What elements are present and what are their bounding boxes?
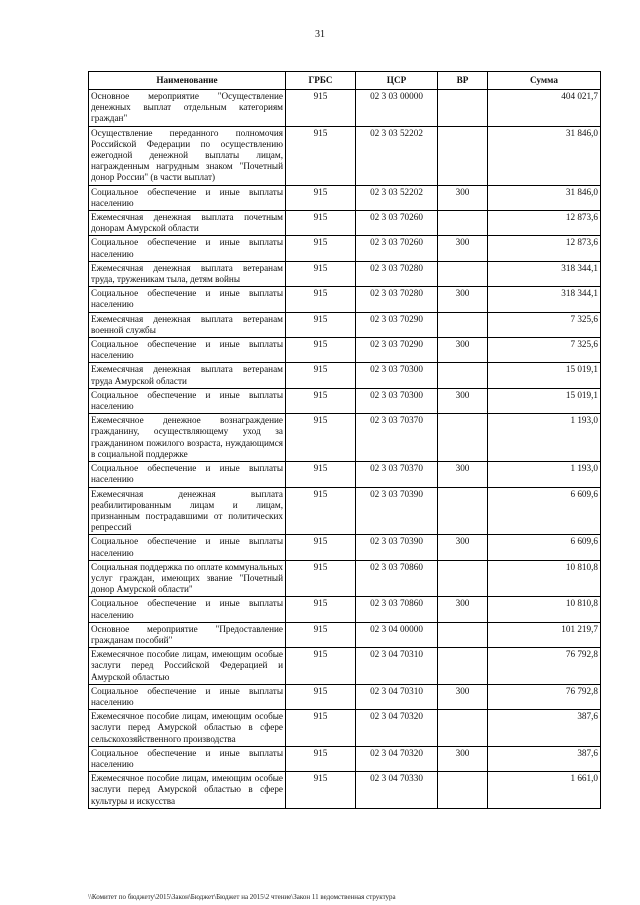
table-row bbox=[89, 487, 601, 535]
cell-grbs: 915 bbox=[286, 535, 356, 560]
cell-csr: 02 3 04 70310 bbox=[356, 648, 438, 685]
table-row bbox=[89, 287, 601, 312]
cell-vr bbox=[438, 622, 488, 647]
cell-vr: 300 bbox=[438, 535, 488, 560]
table-row bbox=[89, 211, 601, 236]
cell-grbs: 915 bbox=[286, 710, 356, 747]
cell-csr: 02 3 03 70290 bbox=[356, 312, 438, 337]
cell-grbs: 915 bbox=[286, 261, 356, 286]
table-row bbox=[89, 462, 601, 487]
cell-csr: 02 3 03 70280 bbox=[356, 287, 438, 312]
cell-vr bbox=[438, 126, 488, 185]
cell-vr: 300 bbox=[438, 287, 488, 312]
cell-name: Ежемесячная денежная выплата реабилитированным лицам и лицам, признанным пострадавшими от политических репрессий bbox=[89, 487, 286, 535]
cell-vr: 300 bbox=[438, 185, 488, 210]
cell-grbs: 915 bbox=[286, 648, 356, 685]
header-vr: ВР bbox=[438, 72, 488, 90]
cell-vr bbox=[438, 648, 488, 685]
cell-grbs: 915 bbox=[286, 462, 356, 487]
cell-vr: 300 bbox=[438, 597, 488, 622]
table-row bbox=[89, 684, 601, 709]
cell-vr: 300 bbox=[438, 746, 488, 771]
cell-grbs: 915 bbox=[286, 211, 356, 236]
cell-name: Ежемесячное пособие лицам, имеющим особые заслуги перед Амурской областью в сфере сельскохозяйственного производства bbox=[89, 710, 286, 747]
cell-sum: 10 810,8 bbox=[488, 597, 601, 622]
cell-name: Ежемесячное пособие лицам, имеющим особые заслуги перед Российской Федерацией и Амурской областью bbox=[89, 648, 286, 685]
cell-sum: 387,6 bbox=[488, 746, 601, 771]
cell-csr: 02 3 03 70370 bbox=[356, 414, 438, 462]
table-row bbox=[89, 126, 601, 185]
table-row bbox=[89, 312, 601, 337]
cell-name: Ежемесячная денежная выплата ветеранам труда, труженикам тыла, детям войны bbox=[89, 261, 286, 286]
table-row bbox=[89, 560, 601, 597]
cell-name: Социальное обеспечение и иные выплаты населению bbox=[89, 535, 286, 560]
cell-grbs: 915 bbox=[286, 363, 356, 388]
cell-name: Социальная поддержка по оплате коммунальных услуг граждан, имеющих звание "Почетный донор Амурской области" bbox=[89, 560, 286, 597]
cell-grbs: 915 bbox=[286, 388, 356, 413]
cell-csr: 02 3 04 00000 bbox=[356, 622, 438, 647]
cell-grbs: 915 bbox=[286, 185, 356, 210]
cell-sum: 7 325,6 bbox=[488, 312, 601, 337]
cell-csr: 02 3 03 70390 bbox=[356, 487, 438, 535]
cell-grbs: 915 bbox=[286, 126, 356, 185]
cell-csr: 02 3 04 70320 bbox=[356, 746, 438, 771]
table-row bbox=[89, 338, 601, 363]
cell-grbs: 915 bbox=[286, 487, 356, 535]
cell-vr bbox=[438, 487, 488, 535]
cell-sum: 101 219,7 bbox=[488, 622, 601, 647]
cell-name: Социальное обеспечение и иные выплаты населению bbox=[89, 684, 286, 709]
cell-sum: 15 019,1 bbox=[488, 363, 601, 388]
cell-name: Социальное обеспечение и иные выплаты населению bbox=[89, 597, 286, 622]
cell-sum: 1 661,0 bbox=[488, 772, 601, 809]
table-row bbox=[89, 648, 601, 685]
table-row bbox=[89, 597, 601, 622]
cell-sum: 15 019,1 bbox=[488, 388, 601, 413]
cell-vr bbox=[438, 414, 488, 462]
cell-name: Основное мероприятие "Предоставление гражданам пособий" bbox=[89, 622, 286, 647]
header-name: Наименование bbox=[89, 72, 286, 90]
cell-grbs: 915 bbox=[286, 414, 356, 462]
cell-vr: 300 bbox=[438, 338, 488, 363]
table-row bbox=[89, 236, 601, 261]
cell-csr: 02 3 03 70300 bbox=[356, 363, 438, 388]
cell-name: Социальное обеспечение и иные выплаты населению bbox=[89, 287, 286, 312]
cell-grbs: 915 bbox=[286, 684, 356, 709]
cell-grbs: 915 bbox=[286, 338, 356, 363]
cell-csr: 02 3 03 52202 bbox=[356, 185, 438, 210]
cell-sum: 31 846,0 bbox=[488, 126, 601, 185]
page-number: 31 bbox=[315, 29, 325, 40]
table-row bbox=[89, 90, 601, 127]
cell-csr: 02 3 03 70260 bbox=[356, 211, 438, 236]
cell-sum: 6 609,6 bbox=[488, 535, 601, 560]
cell-grbs: 915 bbox=[286, 597, 356, 622]
cell-vr bbox=[438, 312, 488, 337]
cell-sum: 76 792,8 bbox=[488, 684, 601, 709]
cell-name: Социальное обеспечение и иные выплаты населению bbox=[89, 338, 286, 363]
cell-sum: 12 873,6 bbox=[488, 211, 601, 236]
cell-sum: 12 873,6 bbox=[488, 236, 601, 261]
cell-sum: 10 810,8 bbox=[488, 560, 601, 597]
cell-vr bbox=[438, 261, 488, 286]
cell-sum: 318 344,1 bbox=[488, 261, 601, 286]
table-row bbox=[89, 414, 601, 462]
cell-csr: 02 3 03 70390 bbox=[356, 535, 438, 560]
cell-name: Социальное обеспечение и иные выплаты населению bbox=[89, 746, 286, 771]
header-grbs: ГРБС bbox=[286, 72, 356, 90]
cell-name: Ежемесячное пособие лицам, имеющим особые заслуги перед Амурской областью в сфере культуры и искусства bbox=[89, 772, 286, 809]
cell-csr: 02 3 04 70310 bbox=[356, 684, 438, 709]
cell-name: Социальное обеспечение и иные выплаты населению bbox=[89, 185, 286, 210]
cell-vr bbox=[438, 772, 488, 809]
cell-sum: 31 846,0 bbox=[488, 185, 601, 210]
cell-csr: 02 3 03 70280 bbox=[356, 261, 438, 286]
cell-csr: 02 3 03 70290 bbox=[356, 338, 438, 363]
cell-vr bbox=[438, 710, 488, 747]
cell-sum: 6 609,6 bbox=[488, 487, 601, 535]
cell-grbs: 915 bbox=[286, 90, 356, 127]
cell-csr: 02 3 03 70860 bbox=[356, 560, 438, 597]
cell-name: Социальное обеспечение и иные выплаты населению bbox=[89, 388, 286, 413]
table-header-row bbox=[89, 72, 601, 90]
cell-name: Социальное обеспечение и иные выплаты населению bbox=[89, 462, 286, 487]
cell-name: Социальное обеспечение и иные выплаты населению bbox=[89, 236, 286, 261]
cell-name: Ежемесячная денежная выплата ветеранам военной службы bbox=[89, 312, 286, 337]
table-row bbox=[89, 535, 601, 560]
cell-vr: 300 bbox=[438, 388, 488, 413]
cell-csr: 02 3 03 70860 bbox=[356, 597, 438, 622]
cell-csr: 02 3 04 70330 bbox=[356, 772, 438, 809]
cell-vr bbox=[438, 211, 488, 236]
cell-name: Основное мероприятие "Осуществление денежных выплат отдельным категориям граждан" bbox=[89, 90, 286, 127]
cell-csr: 02 3 03 00000 bbox=[356, 90, 438, 127]
table-row bbox=[89, 772, 601, 809]
table-row bbox=[89, 185, 601, 210]
cell-name: Ежемесячная денежная выплата ветеранам труда Амурской области bbox=[89, 363, 286, 388]
cell-csr: 02 3 03 70370 bbox=[356, 462, 438, 487]
cell-grbs: 915 bbox=[286, 312, 356, 337]
cell-grbs: 915 bbox=[286, 560, 356, 597]
cell-sum: 1 193,0 bbox=[488, 462, 601, 487]
cell-name: Ежемесячная денежная выплата почетным донорам Амурской области bbox=[89, 211, 286, 236]
table-row bbox=[89, 710, 601, 747]
cell-csr: 02 3 04 70320 bbox=[356, 710, 438, 747]
cell-sum: 1 193,0 bbox=[488, 414, 601, 462]
cell-grbs: 915 bbox=[286, 236, 356, 261]
cell-csr: 02 3 03 70300 bbox=[356, 388, 438, 413]
table-row bbox=[89, 746, 601, 771]
cell-name: Осуществление переданного полномочия Российской Федерации по осуществлению ежегодной денежной выплаты лицам, награжденным нагрудным знаком "Почетный донор России" (в части выплат) bbox=[89, 126, 286, 185]
cell-sum: 76 792,8 bbox=[488, 648, 601, 685]
header-csr: ЦСР bbox=[356, 72, 438, 90]
cell-vr: 300 bbox=[438, 462, 488, 487]
table-row bbox=[89, 261, 601, 286]
cell-sum: 404 021,7 bbox=[488, 90, 601, 127]
cell-vr: 300 bbox=[438, 684, 488, 709]
cell-sum: 387,6 bbox=[488, 710, 601, 747]
cell-sum: 7 325,6 bbox=[488, 338, 601, 363]
footer-path: \\Комитет по бюджету\2015\Закон\Бюджет\Бюджет на 2015\2 чтение\Закон 11 ведомственная структура bbox=[88, 893, 396, 901]
cell-vr bbox=[438, 363, 488, 388]
cell-csr: 02 3 03 70260 bbox=[356, 236, 438, 261]
cell-grbs: 915 bbox=[286, 287, 356, 312]
table-row bbox=[89, 622, 601, 647]
cell-vr bbox=[438, 90, 488, 127]
table-row bbox=[89, 363, 601, 388]
cell-grbs: 915 bbox=[286, 772, 356, 809]
header-sum: Сумма bbox=[488, 72, 601, 90]
table-row bbox=[89, 388, 601, 413]
cell-grbs: 915 bbox=[286, 622, 356, 647]
cell-csr: 02 3 03 52202 bbox=[356, 126, 438, 185]
budget-table bbox=[88, 71, 601, 809]
cell-vr bbox=[438, 560, 488, 597]
cell-name: Ежемесячное денежное вознаграждение гражданину, осуществляющему уход за гражданином пожилого возраста, нуждающимся в социальной поддержке bbox=[89, 414, 286, 462]
cell-vr: 300 bbox=[438, 236, 488, 261]
cell-grbs: 915 bbox=[286, 746, 356, 771]
cell-sum: 318 344,1 bbox=[488, 287, 601, 312]
table-body bbox=[89, 90, 601, 809]
